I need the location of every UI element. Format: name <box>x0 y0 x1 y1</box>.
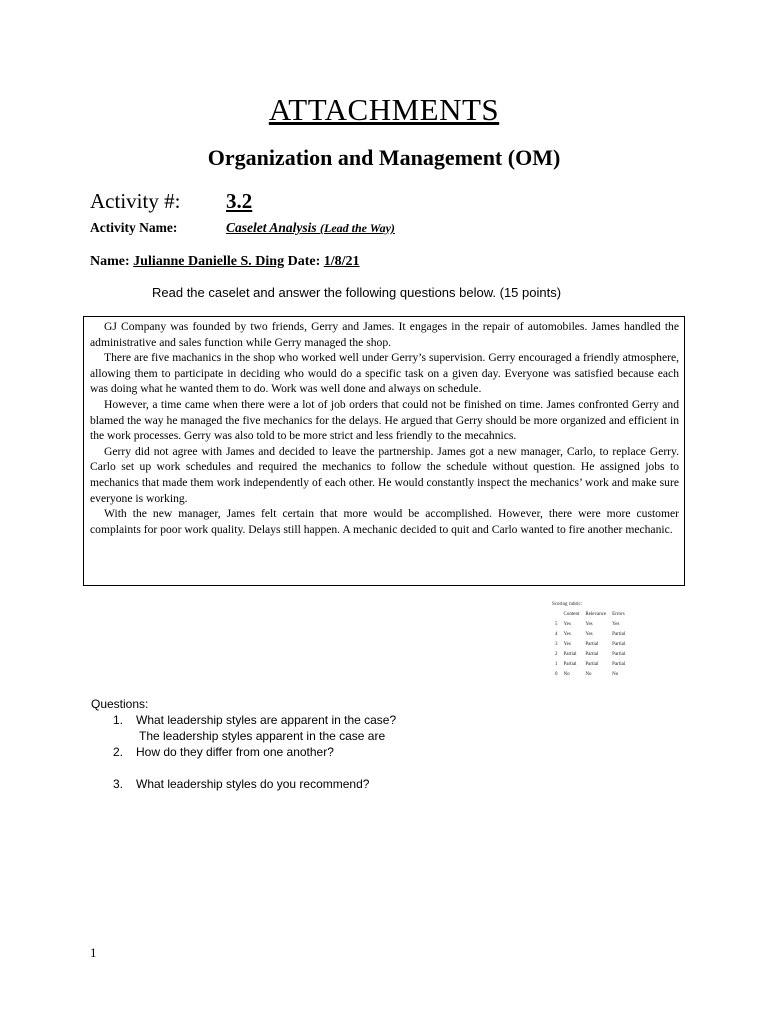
rubric-cell: Partial <box>585 662 599 667</box>
rubric-cell: Partial <box>612 632 626 637</box>
rubric-cell: Partial <box>585 652 599 657</box>
caselet-paragraph: There are five machanics in the shop who worked well under Gerry’s supervision. Gerry encouraged a friendly atmosphere, allowing them to participate in deciding who would do a specific task on a given day. Everyone was satisfied because each was doing what he wanted them to do. Work was well done and always on schedule. <box>90 351 679 396</box>
instruction-text: Read the caselet and answer the following questions below. (15 points) <box>152 285 562 300</box>
rubric-row <box>552 630 628 640</box>
question-item <box>91 776 396 792</box>
rubric-header: Content <box>563 612 580 617</box>
rubric-row <box>552 650 628 660</box>
rubric-cell: No <box>585 672 592 677</box>
rubric-header: Relevance <box>585 612 607 617</box>
student-name: Julianne Danielle S. Ding <box>133 254 285 269</box>
rubric-cell: Yes <box>563 632 571 637</box>
page-title: ATTACHMENTS <box>268 92 500 127</box>
question-item <box>91 712 396 728</box>
rubric-row <box>552 640 628 650</box>
course-subtitle: Organization and Management (OM) <box>207 145 561 170</box>
rubric-cell: 1 <box>555 662 558 667</box>
activity-name-subtitle: (Lead the Way) <box>320 221 395 235</box>
rubric-row <box>552 620 628 630</box>
rubric-cell: 0 <box>555 672 558 677</box>
rubric-cell: Yes <box>563 622 571 627</box>
rubric-cell: Yes <box>585 632 593 637</box>
rubric-cell: 2 <box>555 652 558 657</box>
rubric-cell: Partial <box>563 652 577 657</box>
rubric-cell: Partial <box>612 642 626 647</box>
rubric-header <box>552 610 561 620</box>
rubric-cell: 5 <box>555 622 558 627</box>
question-item <box>91 744 396 760</box>
rubric-cell: Partial <box>563 662 577 667</box>
questions-section <box>91 696 396 792</box>
activity-number-row <box>90 189 252 214</box>
activity-number-label: Activity #: <box>90 189 181 213</box>
rubric-header: Errors <box>612 612 625 617</box>
question-number: 2. <box>113 745 124 759</box>
question-text: What leadership styles are apparent in the case? <box>136 713 397 727</box>
scoring-rubric <box>552 600 628 680</box>
rubric-cell: Yes <box>612 622 620 627</box>
activity-name-row <box>90 220 395 236</box>
rubric-cell: No <box>612 672 619 677</box>
question-number: 3. <box>113 777 124 791</box>
answer-text[interactable]: The leadership styles apparent in the case are <box>139 729 386 743</box>
rubric-table <box>552 610 628 680</box>
rubric-cell: Yes <box>563 642 571 647</box>
rubric-cell: 3 <box>555 642 558 647</box>
rubric-cell: Partial <box>612 652 626 657</box>
date-label: Date: <box>287 254 321 269</box>
rubric-cell: 4 <box>555 632 558 637</box>
student-info-row <box>90 254 360 270</box>
date-value: 1/8/21 <box>323 254 360 269</box>
caselet-box <box>83 316 685 586</box>
caselet-paragraph: Gerry did not agree with James and decided to leave the partnership. James got a new manager, Carlo, to replace Gerry. Carlo set up work schedules and required the mechanics to follow the schedule without question. He assigned jobs to mechanics that made them work independently of each other. He would constantly inspect the mechanics’ work and make sure everyone is working. <box>90 444 679 505</box>
rubric-row <box>552 660 628 670</box>
rubric-cell: Partial <box>612 662 626 667</box>
rubric-row <box>552 670 628 680</box>
questions-heading: Questions: <box>91 697 149 711</box>
question-number: 1. <box>113 713 124 727</box>
rubric-caption: Scoring rubric: <box>552 602 583 607</box>
rubric-cell: Partial <box>585 642 599 647</box>
answer-text[interactable] <box>91 760 396 776</box>
rubric-cell: Yes <box>585 622 593 627</box>
name-label: Name: <box>90 254 130 269</box>
activity-number-value: 3.2 <box>226 189 253 213</box>
activity-name-value: Caselet Analysis <box>226 220 321 235</box>
activity-name-label: Activity Name: <box>90 220 178 235</box>
question-text: What leadership styles do you recommend? <box>136 777 370 791</box>
caselet-paragraph: However, a time came when there were a lot of job orders that could not be finished on time. James confronted Gerry and blamed the way he managed the five mechanics for the delays. He argued that Gerry should be more organized and efficient in the work processes. Gerry was also told to be more strict and less friendly to the mecahnics. <box>90 397 679 443</box>
rubric-cell: No <box>563 672 570 677</box>
question-text: How do they differ from one another? <box>136 745 334 759</box>
caselet-paragraph: GJ Company was founded by two friends, Gerry and James. It engages in the repair of automobiles. James handled the administrative and sales function while Gerry managed the shop. <box>90 320 679 349</box>
page-number: 1 <box>90 945 97 960</box>
rubric-header-row <box>552 610 628 620</box>
caselet-paragraph: With the new manager, James felt certain that more would be accomplished. However, there were more customer complaints for poor work quality. Delays still happen. A mechanic decided to quit and Carlo wanted to fire another mechanic. <box>90 507 679 536</box>
